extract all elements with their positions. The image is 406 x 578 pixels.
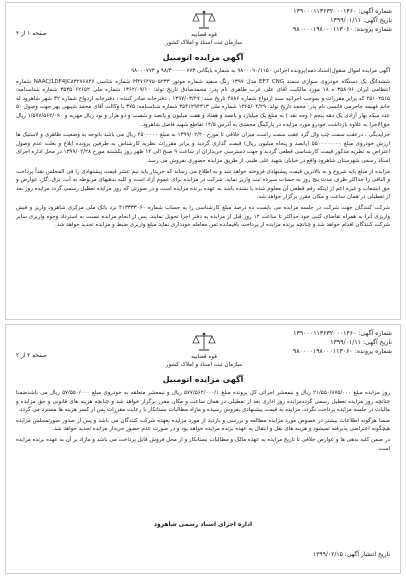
notice-page-2: [5, 324, 401, 574]
paragraph: در ضمن کلیه بدهی ها و عوارض خلافی تا تاریخ مزایده به عهده مالک و مطالبات بستانکار و از محل فروش قابل پرداخت می باشد و مازاد بر آن به عهده برنده مزایده است.: [16, 436, 390, 452]
emblem-caption-1: قوه قضاییه: [191, 32, 217, 38]
judiciary-logo-icon: [190, 331, 218, 353]
notice-body: [16, 67, 390, 232]
emblem-caption-2: سازمان ثبت اسناد و املاک کشور: [165, 40, 243, 46]
paragraph: شرکت کنندگان جهت شرکت در جلسه مزایده می بایست ده درصد مبلغ کارشناسی را به حساب شماره ۴۱۳۳۳۳۰۶۰ نزد بانک ملی مرکزی شاهرود واریز و فیش واریزی آنرا به همراه تقاضای کتبی خود حداکثر تا ساعت ۱۲ روز قبل از مزایده به دفتر اجرا تحویل نمایند. پس از انجام مزایده نسبت به استرداد وجوه واریزی سایر شرکت کنندگان اقدام خواهد شد و چنانچه برنده مزایده از پرداخت باقیمانده ثمن معامله خودداری نماید مبلغ واریزی ضبط و مزایده تجدید خواهد شد.: [16, 204, 390, 229]
notice-date: تاریخ آگهی: ۱۳۹۹/۰۱/۱۱: [330, 339, 392, 346]
page-title: آگهی مزایده اتومبیل: [162, 53, 244, 62]
judiciary-emblem: [156, 331, 252, 369]
notice-number: شماره آگهی: ۱۳۹۰۰۰۱۱۳۶۳۲۰۰۰۱۴۶۰: [293, 330, 392, 337]
notice-number: شماره آگهی: ۱۳۹۰۰۰۱۱۳۶۳۲۰۰۰۱۴۶۰: [293, 8, 392, 15]
notice-meta: [293, 329, 392, 356]
notice-page-1: [5, 2, 401, 320]
paragraph: خرایدیگی ، درعقب سمت چپ وال گرد عقب سمت راست میزان خلافی تا مورخ ۱۳۹۹/۰۲/۲۰ به مبلغ ۲۵۰۰۰۰۰ ریال می باشد باتوجه به وضعیت ظاهری و لاستیک ها ارزش خودروی مبلغ ۵۵۰۰۰۰۰۰۰۰ (پانصد و پنجاه میلیون ریال) قیمت گذاری گردید و برابر مقررات نظریه کارشناس به طرفین پرونده ابلاغ و بعلت عدم وصول اعتراض به نظریه مذکور قیمت کارشناسی قطعی گردید و جهت دسترسی خریداران از ساعت ۹ صبح الی ۱۲ ظهر روز یکشنبه مورخ ۱۳۹۹/۰۲/۲۸ در محل اداره اجرای اسناد رسمی شهرستان شاهرود واقع در خیابان شهید علی طیبی از طریق مزایده حضوری بفروش می رسد.: [16, 132, 390, 164]
emblem-caption-1: قوه قضاییه: [191, 354, 217, 360]
case-number: شماره پرونده: ۹۸۰۰۰۰۱۹۸۰۰۰۱۱۳۰۶۰: [292, 26, 392, 33]
page-number: صفحه ۲ از ۲: [16, 353, 47, 359]
page-number: صفحه ۱ از ۲: [16, 31, 47, 37]
paragraph: ششدانگ یک دستگاه خودروی سواری سمند EF7 CNG مدل ۱۳۹۷ رنگ سفید شماره موتور H۴۷۶۴۷۵۰۵۲۳۳ شماره شاسی NAACJ1DF4JC۸۳۲۷۶۸۴۷ شماره انتظامی ایران ۹۶-۳۵۸ ه ۱۸ مورد مالکیت آقای علی عرب طاهری نام پدر: محمدصادق تاریخ تولد: ۱۳۶۲/۰۹/۱۰ شماره ملی ۳۵۳۵۰۶۲۶۵۲ شماره شناسنامه: ۲۵۱۰۲۵۱۵ که برابر مقررات و بموجب اجرائیه سند ازدواج شماره ۴۸۸۶ تاریخ سند: ۱۳۹۷/۰۳/۲۷ ، دفترخانه صادر کننده : دفترخانه ازدواج شماره ۳۲ شهر شاهرود له خانم فهیمه جاجرمی فانسی نام پدر: محمد تاریخ تولد: ۱۳۶۵/۰۴/۲۹ شماره ملی ۳۵۴۱۲۹۴۳۱۳ شماره شناسنامه: ۳۷۵ با وکالت آقای محمد شیبهی بهر جهت وصول ۵۰ عدد سکه بهار آزادی یک دهه پنجم ( وجه نقد ) به مبلغ یک میلیارد و پانصد و هفتاد و هفت میلیون و پانصد و شصت و دو هزار و نود ریال مهریه و ۱/۵۷۷/۵۶۲/۰۹۰ ریال حق‌الاجرا به علاوه بازداشت خودرو مورد مزایده در پارکینگ محمدی به آدرس ۱۴/۵ تقاطع شهید فاضل شاهرود.: [16, 78, 391, 128]
notice-body: [16, 389, 390, 455]
paragraph: مزایده از مبلغ پایه شروع و به بالاترین قیمت پیشنهادی فروخته خواهد شد و به اطلاع می رساند که خریدار باید نیم عشر قیمت پیشنهادی را فی المجلس نقداً پرداخت و الباقی را حداکثر ظرف مدت پنج روز به حساب سپرده ثبت واریز نماید. شرکت در مزایده برای عموم آزاد است و کلیه بدهیهای مربوطه به آب، برق، گاز، عوارض و حق انشعاب و غیره اعم از اینکه رقم قطعی آن معلوم شده یا نشده باشد به عهده برنده مزایده است و در صورتی که روز مزایده تعطیل رسمی گردد مزایده روز بعد از تعطیلی در همان ساعت و مکان مقرر برگزار خواهد شد.: [16, 168, 390, 201]
emblem-caption-2: سازمان ثبت اسناد و املاک کشور: [165, 362, 243, 368]
case-number: شماره پرونده: ۹۸۰۰۰۰۱۹۸۰۰۰۱۱۳۰۶۰: [292, 348, 392, 355]
notice-date: تاریخ آگهی: ۱۳۹۹/۰۱/۱۱: [330, 17, 392, 24]
signature: اداره اجرای اسناد رسمی شاهرود: [153, 521, 253, 528]
notice-meta: [293, 7, 392, 34]
publication-date: تاریخ انتشار آگهی: ۱۳۹۹/۰۲/۱۵: [312, 551, 390, 558]
page-title: آگهی مزایده اتومبیل: [162, 375, 244, 384]
judiciary-emblem: [156, 9, 252, 47]
paragraph: ضمنا هرگونه اطلاعات بیشتر در خصوص مورد مزایده مطالعه و بررسی و بازدید از مورد مزایده بعهده شرکت کنندگان می باشد و پس از صدور صورتمجلس مزایده هیچگونه اعتراضی پذیرفته نمیشود و هزینه های نقل و انتقال به عهده برنده مزایده خواهد بود و در صورت عدم حضور خریدار مزایده تجدید خواهد شد.: [16, 417, 390, 433]
paragraph: آگهی مزایده اموال منقول(اسناد ذمه)پرونده اجرائی ۹۸۰۰۰۹۰/۱۱۵۰ به شماره بایگانی ۹۸/۳۰۰۰۰۰۷۷۳ و ۹۸۰۰۰۷۷۳: [131, 68, 390, 74]
paragraph: روز مزایده مبلغ ۲۱/۵۵۰/۸۷۵/۰۰۰ ریال و نیمعشر اجرائی کل پرونده مبلغ ۵۷۷/۵۶۲/۰۰۰/۱ ریال و نیمعشر متعلقه به خودروی مبلغ ۵۷/۵۵۰/۰۰۰ ریال می باشدضمنا چنانچه روز مزایده تعطیل رسمی گرددمزایده روز اداری بعد از تعطیلی در همان ساعت و مکان مقرر برگزار خواهد شد و چنانچه هزینه های قانونی و حق مزایده و مالیات در جلسه مزایده پرداخت نگردد، مزایده به قیمت پیشنهادی بفروش رسیده و مازاد مطالبات بستانکار با رعایت مقررات پس از کسر هزینه ها مسترد می گردد.: [16, 390, 391, 414]
judiciary-logo-icon: [190, 9, 218, 31]
